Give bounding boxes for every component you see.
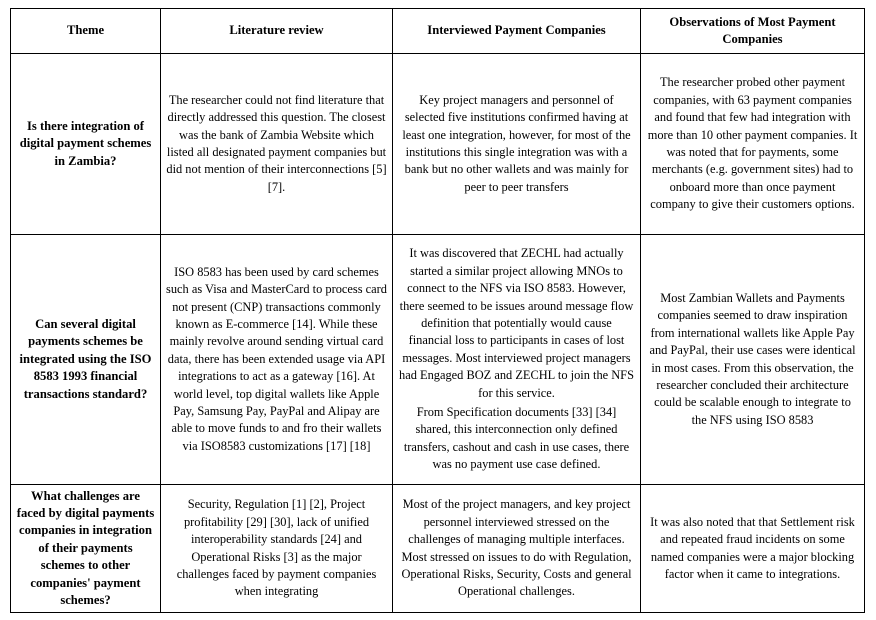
observations-cell: Most Zambian Wallets and Payments companies seemed to draw inspiration from international wallets like Apple Pay and PayPal, their use cases were identical in most cases. From this observation, the researcher concluded their architecture could be scalable enough to integrate to the NFS using ISO 8583: [641, 235, 865, 485]
interviewed-cell: Most of the project managers, and key project personnel interviewed stressed on the challenges of managing multiple interfaces. Most stressed on issues to do with Regulation, Operational Risks, Security, Costs and general Operational challenges.: [393, 485, 641, 613]
table-row: [11, 485, 865, 613]
theme-cell: Is there integration of digital payment schemes in Zambia?: [11, 54, 161, 235]
interviewed-cell: [393, 235, 641, 485]
literature-cell: Security, Regulation [1] [2], Project profitability [29] [30], lack of unified interoperability standards [24] and Operational Risks [3] as the major challenges faced by payment companies when integrating: [161, 485, 393, 613]
interviewed-paragraph-extra: From Specification documents [33] [34] shared, this interconnection only defined transfers, cashout and cash in use cases, there was no payment use case defined.: [403, 405, 630, 472]
theme-cell: Can several digital payments schemes be integrated using the ISO 8583 1993 financial transactions standard?: [11, 235, 161, 485]
header-literature-review: Literature review: [161, 9, 393, 54]
table-row: [11, 235, 865, 485]
observations-cell: The researcher probed other payment companies, with 63 payment companies and found that few had integration with more than 10 other payment companies. It was noted that for payments, some merchants (e.g. government sites) had to onboard more than once payment company to give their customers options.: [641, 54, 865, 235]
interviewed-cell: Key project managers and personnel of selected five institutions confirmed having at least one integration, however, for most of the institutions this single integration was with a bank but no other wallets and was mainly for peer to peer transfers: [393, 54, 641, 235]
literature-cell: The researcher could not find literature that directly addressed this question. The closest was the bank of Zambia Website which listed all designated payment companies but did not mention of their interconnections [5] [7].: [161, 54, 393, 235]
header-theme: Theme: [11, 9, 161, 54]
header-interviewed-companies: Interviewed Payment Companies: [393, 9, 641, 54]
findings-table: [10, 8, 865, 613]
table-row: [11, 54, 865, 235]
literature-cell: ISO 8583 has been used by card schemes such as Visa and MasterCard to process card not present (CNP) transactions commonly known as E-commerce [14]. While these mainly revolve around sending virtual card data, there has been extended usage via API integrations to act as a gateway [16]. At world level, top digital wallets like Apple Pay, Samsung Pay, PayPal and Alipay are able to move funds to and fro their wallets via ISO8583 customizations [17] [18]: [161, 235, 393, 485]
header-row: [11, 9, 865, 54]
header-observations: Observations of Most Payment Companies: [641, 9, 865, 54]
interviewed-paragraph: It was discovered that ZECHL had actually started a similar project allowing MNOs to connect to the NFS via ISO 8583. However, there seemed to be issues around message flow definition that potentially would cause financial loss to participants in cases of lost messages. Most interviewed project managers had Engaged BOZ and ZECHL to join the NFS for this service.: [399, 246, 634, 400]
observations-cell: It was also noted that that Settlement risk and repeated fraud incidents on some named companies were a major blocking factor when it came to integrations.: [641, 485, 865, 613]
theme-cell: What challenges are faced by digital payments companies in integration of their payments schemes to other companies' payment schemes?: [11, 485, 161, 613]
